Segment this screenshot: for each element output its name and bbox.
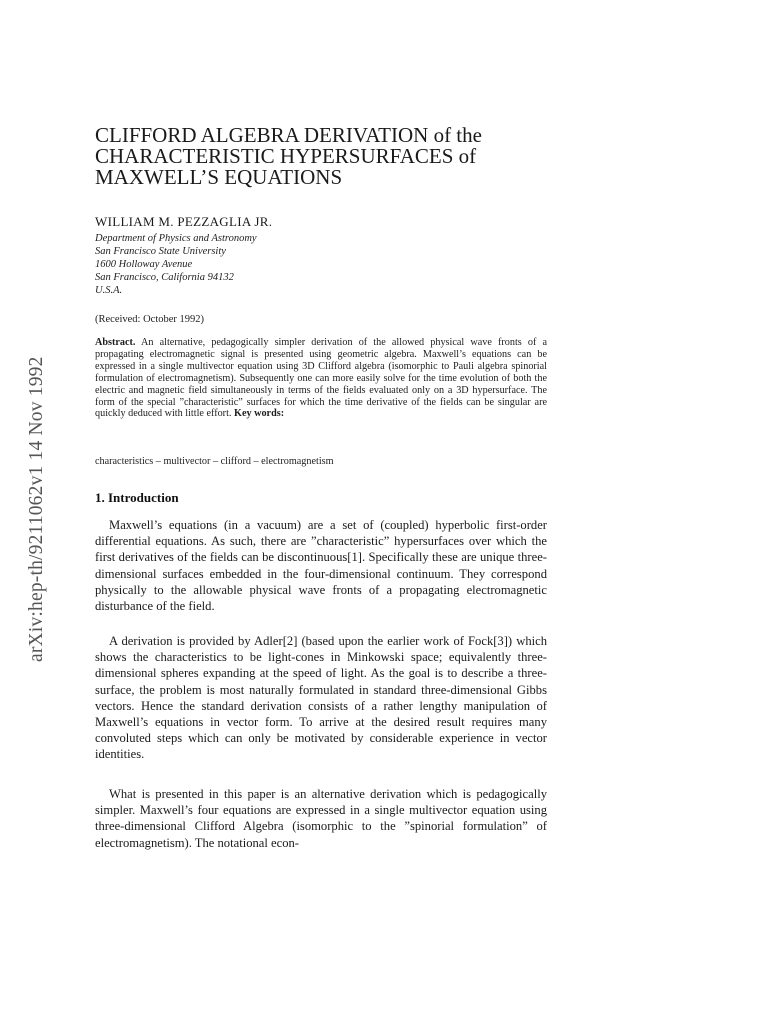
title-line: CLIFFORD ALGEBRA DERIVATION of the [95,123,482,147]
keywords-list: characteristics – multivector – clifford – electromagnetism [95,456,334,467]
paper-title [95,125,655,188]
abstract [95,337,547,420]
keywords-label: Key words: [234,408,285,420]
title-line: MAXWELL’S EQUATIONS [95,165,343,189]
author-name: WILLIAM M. PEZZAGLIA JR. [95,214,273,229]
arxiv-stamp [22,262,50,662]
title-line: CHARACTERISTIC HYPERSURFACES of [95,144,477,168]
affiliation-line: Department of Physics and Astronomy [95,233,257,244]
affiliation-line: San Francisco, California 94132 [95,272,234,283]
body-paragraph: Maxwell’s equations (in a vacuum) are a set of (coupled) hyperbolic first-order differential equations. As such, there are ”characteristic” hypersurfaces over which the first derivatives of the fields can be discontinuous[1]. Specifically these are unique three-dimensional surfaces embedded in the four-dimensional continuum. They correspond physically to the allowable physical wave fronts of a propagating electromagnetic disturbance of the field. [95,518,547,614]
affiliation-line: 1600 Holloway Avenue [95,259,193,270]
author-affiliation [95,232,495,297]
section-heading: 1. Introduction [95,490,179,505]
abstract-text: An alternative, pedagogically simpler derivation of the allowed physical wave fronts of a propagating electromagnetic signal is presented using geometric algebra. Maxwell’s equations can be expressed in a single multivector equation using 3D Clifford algebra (isomorphic to Pauli algebra spinorial formulation of electromagnetism). Subsequently one can more easily solve for the time evolution of both the electric and magnetic field simultaneously in terms of the fields evaluated only on a 3D hypersurface. The form of the special ”characteristic” surfaces for which the time derivative of the fields can be singular are quickly deduced with little effort. [95,337,548,420]
arxiv-stamp-text: arXiv:hep-th/9211062v1 14 Nov 1992 [26,356,47,662]
affiliation-line: U.S.A. [95,285,123,296]
received-date: (Received: October 1992) [95,314,205,325]
affiliation-line: San Francisco State University [95,246,226,257]
body-paragraph: A derivation is provided by Adler[2] (based upon the earlier work of Fock[3]) which shows the characteristics to be light-cones in Minkowski space; equivalently three-dimensional spheres expanding at the speed of light. As the goal is to describe a three-surface, the problem is most naturally formulated in standard three-dimensional Gibbs vectors. Hence the standard derivation consists of a rather lengthy manipulation of Maxwell’s equations in vector form. To arrive at the desired result requires many convoluted steps which can only be motivated by considerable experience in vector identities. [95,634,547,762]
body-paragraph: What is presented in this paper is an alternative derivation which is pedagogically simpler. Maxwell’s four equations are expressed in a single multivector equation using three-dimensional Clifford Algebra (isomorphic to the ”spinorial formulation” of electromagnetism). The notational econ- [95,787,547,850]
abstract-label: Abstract. [95,337,136,348]
